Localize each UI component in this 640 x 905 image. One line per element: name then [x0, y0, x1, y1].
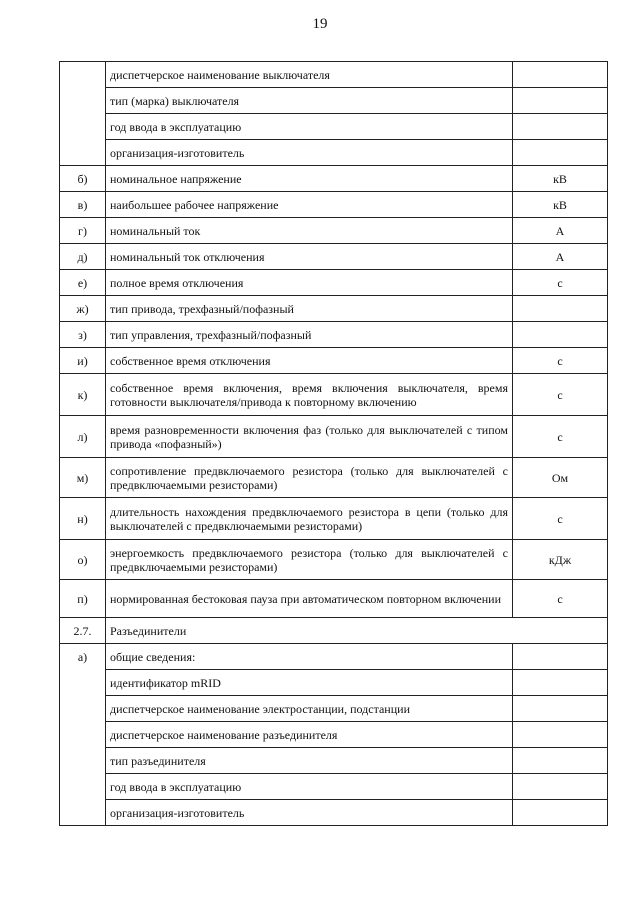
- table-row: [60, 498, 608, 540]
- table-row: [60, 244, 608, 270]
- row-text: тип привода, трехфазный/пофазный: [106, 296, 513, 322]
- table-row: [60, 114, 608, 140]
- row-unit: [513, 696, 608, 722]
- table-row: [60, 348, 608, 374]
- row-text: общие сведения:: [106, 644, 513, 670]
- row-unit: [513, 140, 608, 166]
- row-text: энергоемкость предвключаемого резистора (только для выключателей с предвключаемыми резисторами): [106, 540, 513, 580]
- table-row: [60, 458, 608, 498]
- row-text: организация-изготовитель: [106, 140, 513, 166]
- row-unit: [513, 748, 608, 774]
- row-unit: [513, 644, 608, 670]
- table-row: [60, 166, 608, 192]
- row-unit: с: [513, 374, 608, 416]
- table-row: [60, 670, 608, 696]
- row-unit: [513, 670, 608, 696]
- row-text: номинальный ток отключения: [106, 244, 513, 270]
- table-row: [60, 218, 608, 244]
- row-text: полное время отключения: [106, 270, 513, 296]
- row-unit: [513, 114, 608, 140]
- row-text: диспетчерское наименование выключателя: [106, 62, 513, 88]
- row-text: длительность нахождения предвключаемого резистора в цепи (только для выключателей с предвключаемыми резисторами): [106, 498, 513, 540]
- row-text: номинальное напряжение: [106, 166, 513, 192]
- table-row: [60, 270, 608, 296]
- row-text: год ввода в эксплуатацию: [106, 114, 513, 140]
- row-unit: [513, 62, 608, 88]
- section-title: Разъединители: [106, 618, 608, 644]
- row-text: нормированная бестоковая пауза при автоматическом повторном включении: [106, 580, 513, 618]
- row-code: л): [60, 416, 106, 458]
- row-unit: кВ: [513, 192, 608, 218]
- row-unit: с: [513, 348, 608, 374]
- row-code: и): [60, 348, 106, 374]
- row-text: идентификатор mRID: [106, 670, 513, 696]
- table-row: [60, 140, 608, 166]
- row-text: диспетчерское наименование электростанции, подстанции: [106, 696, 513, 722]
- table-row: [60, 644, 608, 670]
- row-unit: [513, 88, 608, 114]
- row-unit: с: [513, 498, 608, 540]
- table-row: [60, 722, 608, 748]
- table-row: [60, 416, 608, 458]
- row-code-empty: [60, 62, 106, 166]
- row-code: д): [60, 244, 106, 270]
- row-code: о): [60, 540, 106, 580]
- table-row: [60, 374, 608, 416]
- row-code: г): [60, 218, 106, 244]
- table-row: [60, 800, 608, 826]
- row-code: п): [60, 580, 106, 618]
- row-text: организация-изготовитель: [106, 800, 513, 826]
- row-text: диспетчерское наименование разъединителя: [106, 722, 513, 748]
- table-row: [60, 88, 608, 114]
- row-unit: [513, 774, 608, 800]
- row-text: время разновременности включения фаз (только для выключателей с типом привода «пофазный»): [106, 416, 513, 458]
- row-text: тип (марка) выключателя: [106, 88, 513, 114]
- row-unit: А: [513, 218, 608, 244]
- row-code: б): [60, 166, 106, 192]
- breaker-parameters-table: [59, 61, 608, 826]
- table-row: [60, 62, 608, 88]
- row-text: собственное время включения, время включения выключателя, время готовности выключателя/привода к повторному включению: [106, 374, 513, 416]
- table-row: [60, 296, 608, 322]
- row-code: к): [60, 374, 106, 416]
- row-code: а): [60, 644, 106, 826]
- table-row: [60, 192, 608, 218]
- row-code: з): [60, 322, 106, 348]
- row-text: тип управления, трехфазный/пофазный: [106, 322, 513, 348]
- row-unit: А: [513, 244, 608, 270]
- row-unit: [513, 722, 608, 748]
- row-unit: с: [513, 416, 608, 458]
- row-text: сопротивление предвключаемого резистора (только для выключателей с предвключаемыми резисторами): [106, 458, 513, 498]
- table-row: [60, 540, 608, 580]
- table-row: [60, 322, 608, 348]
- section-row: [60, 618, 608, 644]
- row-text: собственное время отключения: [106, 348, 513, 374]
- section-code: 2.7.: [60, 618, 106, 644]
- row-unit: кВ: [513, 166, 608, 192]
- row-unit: Ом: [513, 458, 608, 498]
- row-text: наибольшее рабочее напряжение: [106, 192, 513, 218]
- page-number: 19: [312, 16, 328, 32]
- row-code: е): [60, 270, 106, 296]
- table-row: [60, 580, 608, 618]
- row-code: м): [60, 458, 106, 498]
- row-text: тип разъединителя: [106, 748, 513, 774]
- row-unit: с: [513, 580, 608, 618]
- table-row: [60, 748, 608, 774]
- row-unit: [513, 800, 608, 826]
- row-unit: [513, 322, 608, 348]
- row-unit: [513, 296, 608, 322]
- row-text: номинальный ток: [106, 218, 513, 244]
- row-code: ж): [60, 296, 106, 322]
- row-code: в): [60, 192, 106, 218]
- row-code: н): [60, 498, 106, 540]
- table-row: [60, 696, 608, 722]
- table-row: [60, 774, 608, 800]
- row-text: год ввода в эксплуатацию: [106, 774, 513, 800]
- row-unit: кДж: [513, 540, 608, 580]
- row-unit: с: [513, 270, 608, 296]
